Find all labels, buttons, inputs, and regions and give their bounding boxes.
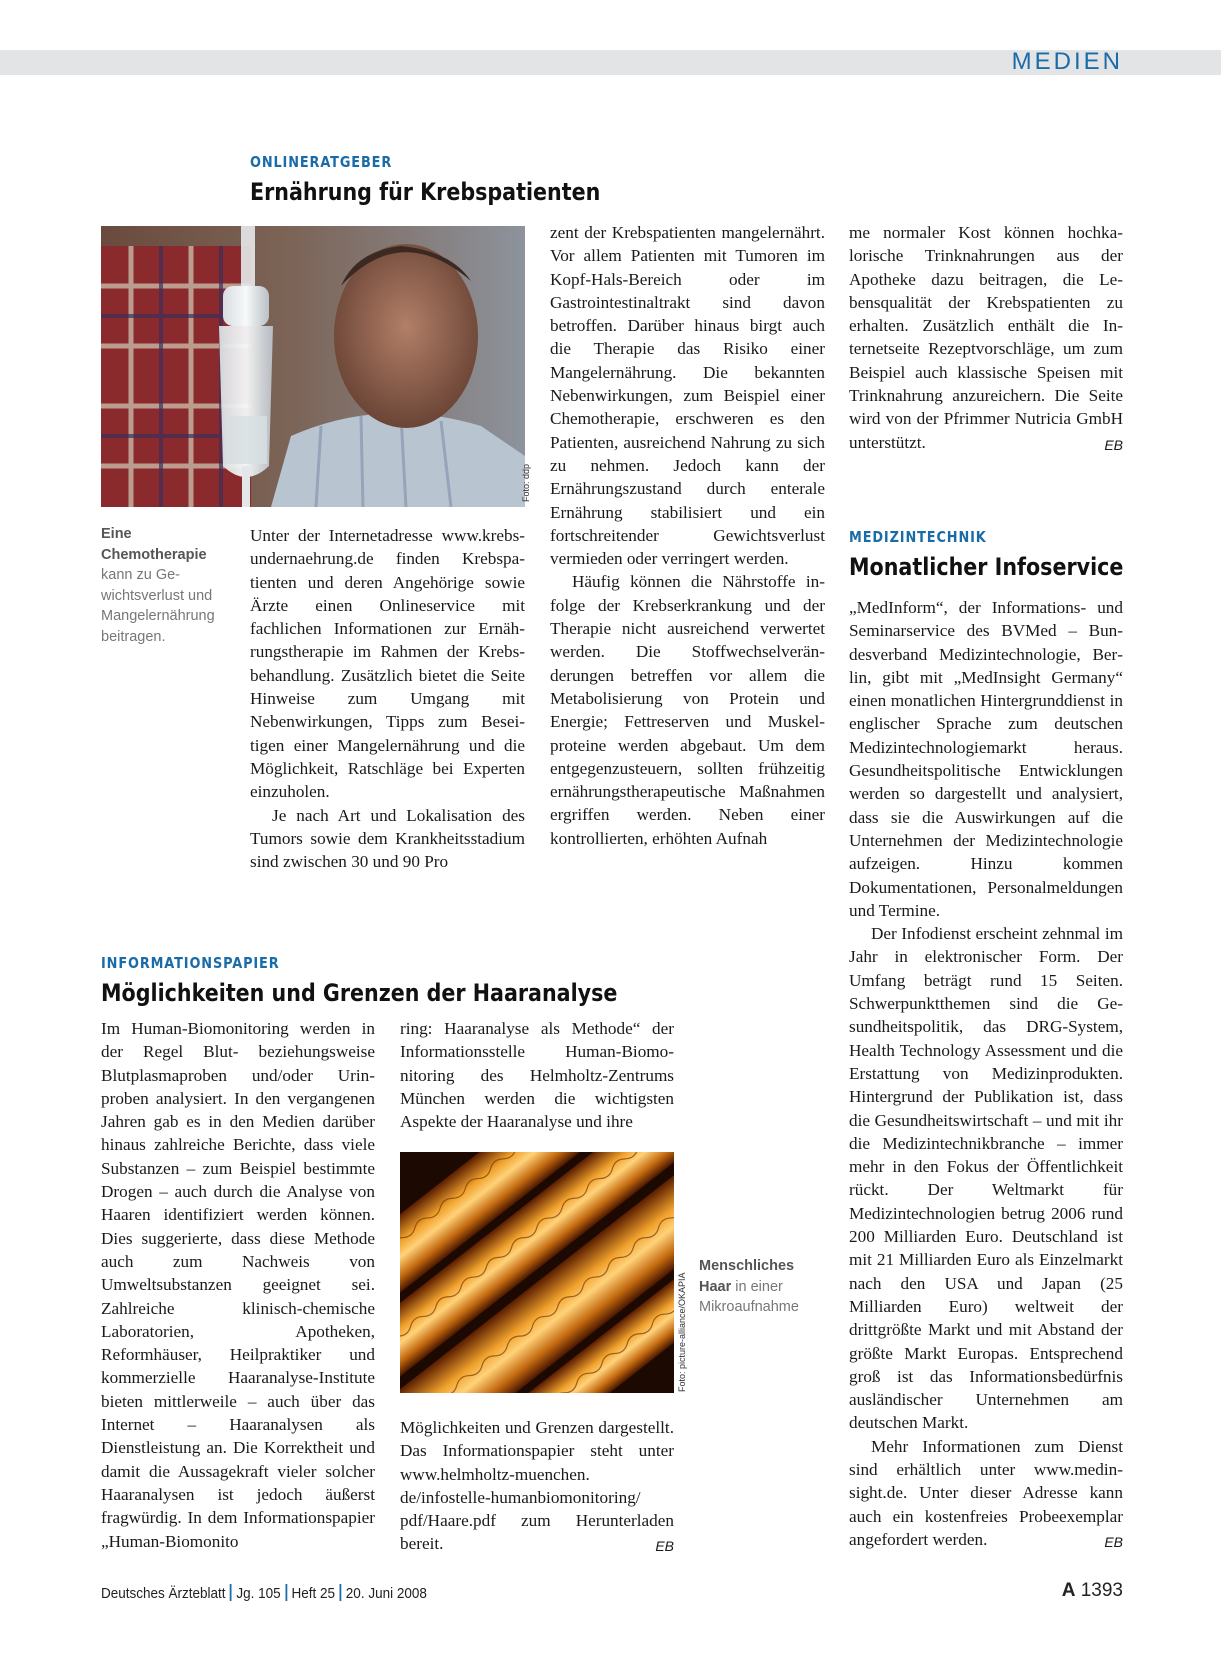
article1-column-2 bbox=[550, 221, 825, 850]
chemotherapy-photo bbox=[101, 226, 525, 507]
issue-date: 20. Juni 2008 bbox=[345, 1585, 427, 1602]
article3-kicker: INFORMATIONSPAPIER bbox=[101, 954, 280, 972]
article2-column bbox=[849, 596, 1123, 1554]
paragraph bbox=[849, 221, 1123, 454]
page-number-value: 1393 bbox=[1080, 1580, 1123, 1601]
divider bbox=[230, 1584, 232, 1601]
article1-headline: Ernährung für Krebspatienten bbox=[250, 178, 601, 206]
caption-bold: Eine Chemotherapie bbox=[101, 526, 207, 563]
article1-kicker: ONLINERATGEBER bbox=[250, 153, 393, 171]
caption-bold: Menschliches Haar bbox=[699, 1258, 795, 1295]
article3-column-1 bbox=[101, 1017, 375, 1553]
paragraph: zent der Krebspatienten mangelernährt. Vor allem Patienten mit Tumoren im Kopf-Hals-Bereich oder im Gastrointestinaltrakt sind davon betroffen. Darüber hinaus birgt auch die Therapie das Risiko einer Mangelernährung. Die bekannten Nebenwirkungen, zum Beispiel einer Chemotherapie, erschweren es den Patienten, ausreichend Nahrung zu sich zu nehmen. Jedoch kann der Ernährungszustand durch enterale Ernährung stabilisiert und ein fortschreitender Gewichtsverlust vermieden oder verringert werden. bbox=[550, 223, 825, 569]
article1-column-1 bbox=[250, 524, 525, 873]
caption-text: kann zu Gewichtsverlust und Mangelernährung beitragen. bbox=[101, 567, 215, 645]
divider bbox=[285, 1584, 287, 1601]
paragraph: Der Infodienst erscheint zehnmal im Jahr in elektronischer Form. Der Umfang beträgt rund 15 Seiten. Schwerpunktthemen sind die Gesundheitspolitik, das DRG-System, Health Technology Assessment und die Erstattung von Medizinprodukten. Hintergrund der Publikation ist, dass die Gesundheitswirtschaft – und mit ihr die Medizintechnikbranche – immer mehr in den Fokus der Öffentlichkeit rückt. Der Weltmarkt für Medizintechnologien betrug 2006 rund 200 Milliarden Euro. Deutschland ist mit 21 Milliarden Euro als Einzelmarkt nach den USA und Japan (25 Milliarden Euro) weltweit der drittgrößte Markt und mit Abstand der größte Markt Europas. Entsprechend groß ist das Informationsbedürfnis ausländischer Unternehmen am deutschen Markt. bbox=[849, 924, 1123, 1433]
photo-caption-hair bbox=[699, 1256, 809, 1318]
author-signature: EB bbox=[1104, 1533, 1123, 1550]
photo-credit-ddp: Foto: ddp bbox=[521, 463, 531, 502]
paragraph: Je nach Art und Lokalisation des Tumors sowie dem Krankheitsstadium sind zwischen 30 und 90 Pro bbox=[250, 805, 525, 872]
journal-name: Deutsches Ärzteblatt bbox=[101, 1585, 226, 1602]
article2-headline: Monatlicher Infoservice bbox=[849, 553, 1124, 581]
article1-column-3 bbox=[849, 221, 1123, 457]
hair-microscopy-photo bbox=[400, 1152, 674, 1393]
photo-caption-chemotherapy bbox=[101, 524, 221, 647]
caption-text: in einer Mikroaufnahme bbox=[699, 1278, 799, 1315]
paragraph: Im Human-Biomonitoring werden in der Regel Blut- beziehungsweise Blutplasmaproben und/oder Urinproben analysiert. In den vergangenen Jahren gab es in den Medien darüber hinaus zahlreiche Berichte, dass viele Substanzen – zum Beispiel bestimmte Drogen – auch durch die Analyse von Haaren identifiziert werden können. Dies suggerierte, dass diese Methode auch zum Nachweis von Umweltsubstanzen geeignet sei. Zahlreiche klinisch-chemische Laboratorien, Apotheken, Reformhäuser, Heilpraktiker und kommerzielle Haaranalyse-Institute bieten mittlerweile – auch über das Internet – Haaranalysen als Dienstleistung an. Die Korrektheit und damit die Aussagekraft vieler solcher Haaranalysen ist jedoch äußerst fragwürdig. In dem Informationspapier „Human-Biomonito bbox=[101, 1019, 375, 1551]
paragraph-text: Möglichkeiten und Grenzen dargestellt. Das Informationspapier steht unter www.helmholtz-muenchen. de/infostelle-humanbiomonitoring/ pdf/Haare.pdf zum Herunterladen bereit. bbox=[400, 1418, 674, 1554]
paragraph-text: me normaler Kost können hochkalorische Trinknahrungen aus der Apotheke dazu beitragen, die Lebensqualität der Krebspatienten zu erhalten. Zusätzlich enthält die Internetseite Rezeptvorschläge, um zum Beispiel auch klassische Speisen mit Trinknahrung anzureichern. Die Seite wird von der Pfrimmer Nutricia GmbH unterstützt. bbox=[849, 223, 1123, 452]
paragraph-text: Mehr Informationen zum Dienst sind erhältlich unter www.medinsight.de. Unter dieser Adresse kann auch ein kostenfreies Probeexemplar angefordert werden. bbox=[849, 1436, 1123, 1549]
page-prefix: A bbox=[1061, 1580, 1076, 1601]
page-number bbox=[1062, 1580, 1123, 1602]
paragraph: Häufig können die Nährstoffe infolge der Krebserkrankung und der Therapie nicht ausreichend verwertet werden. Die Stoffwechselveränderungen betreffen vor allem die Metabolisierung von Protein und Energie; Fettreserven und Muskelproteine werden abgebaut. Um dem entgegenzusteuern, sollten frühzeitig ernährungstherapeutische Maßnahmen ergriffen werden. Neben einer kontrollierten, erhöhten Aufnah bbox=[550, 572, 825, 848]
article3-column-2-bottom bbox=[400, 1416, 674, 1559]
footer-citation bbox=[101, 1584, 427, 1602]
photo-credit-okapia: Foto: picture-alliance/OKAPIA bbox=[677, 1272, 687, 1392]
paragraph bbox=[849, 1435, 1123, 1551]
article2-kicker: MEDIZINTECHNIK bbox=[849, 528, 987, 546]
paragraph: „MedInform“, der Informations- und Seminarservice des BVMed – Bundesverband Medizintechnologie, Berlin, gibt mit „MedInsight Germany“ einen monatlichen Hintergrunddienst in englischer Sprache zum deutschen Medizintechnologiemarkt heraus. Gesundheitspolitische Entwicklungen werden so dargestellt und analysiert, dass sie die Auswirkungen auf die Unternehmen der Medizintechnologie aufzeigen. Hinzu kommen Dokumentationen, Personalmeldungen und Termine. bbox=[849, 598, 1123, 920]
author-signature: EB bbox=[655, 1538, 674, 1555]
volume: Jg. 105 bbox=[236, 1585, 281, 1602]
issue: Heft 25 bbox=[291, 1585, 335, 1602]
paragraph: ring: Haaranalyse als Methode“ der Informationsstelle Human-Biomonitoring des Helmholtz-Zentrums München werden die wichtigsten Aspekte der Haaranalyse und ihre bbox=[400, 1019, 674, 1132]
article3-headline: Möglichkeiten und Grenzen der Haaranalyse bbox=[101, 979, 618, 1007]
divider bbox=[340, 1584, 342, 1601]
section-label: MEDIEN bbox=[1011, 48, 1123, 75]
paragraph: Unter der Internetadresse www.krebsundernaehrung.de finden Krebspatienten und deren Angehörige sowie Ärzte einen Onlineservice mit fachlichen Informationen zur Ernährungstherapie im Rahmen der Krebsbehandlung. Zusätzlich bietet die Seite Hinweise zum Umgang mit Nebenwirkungen, Tipps zum Beseitigen einer Mangelernährung und die Möglichkeit, Ratschläge bei Experten einzuholen. bbox=[250, 526, 525, 802]
author-signature: EB bbox=[1104, 436, 1123, 453]
article3-column-2-top bbox=[400, 1017, 674, 1133]
paragraph bbox=[400, 1416, 674, 1556]
